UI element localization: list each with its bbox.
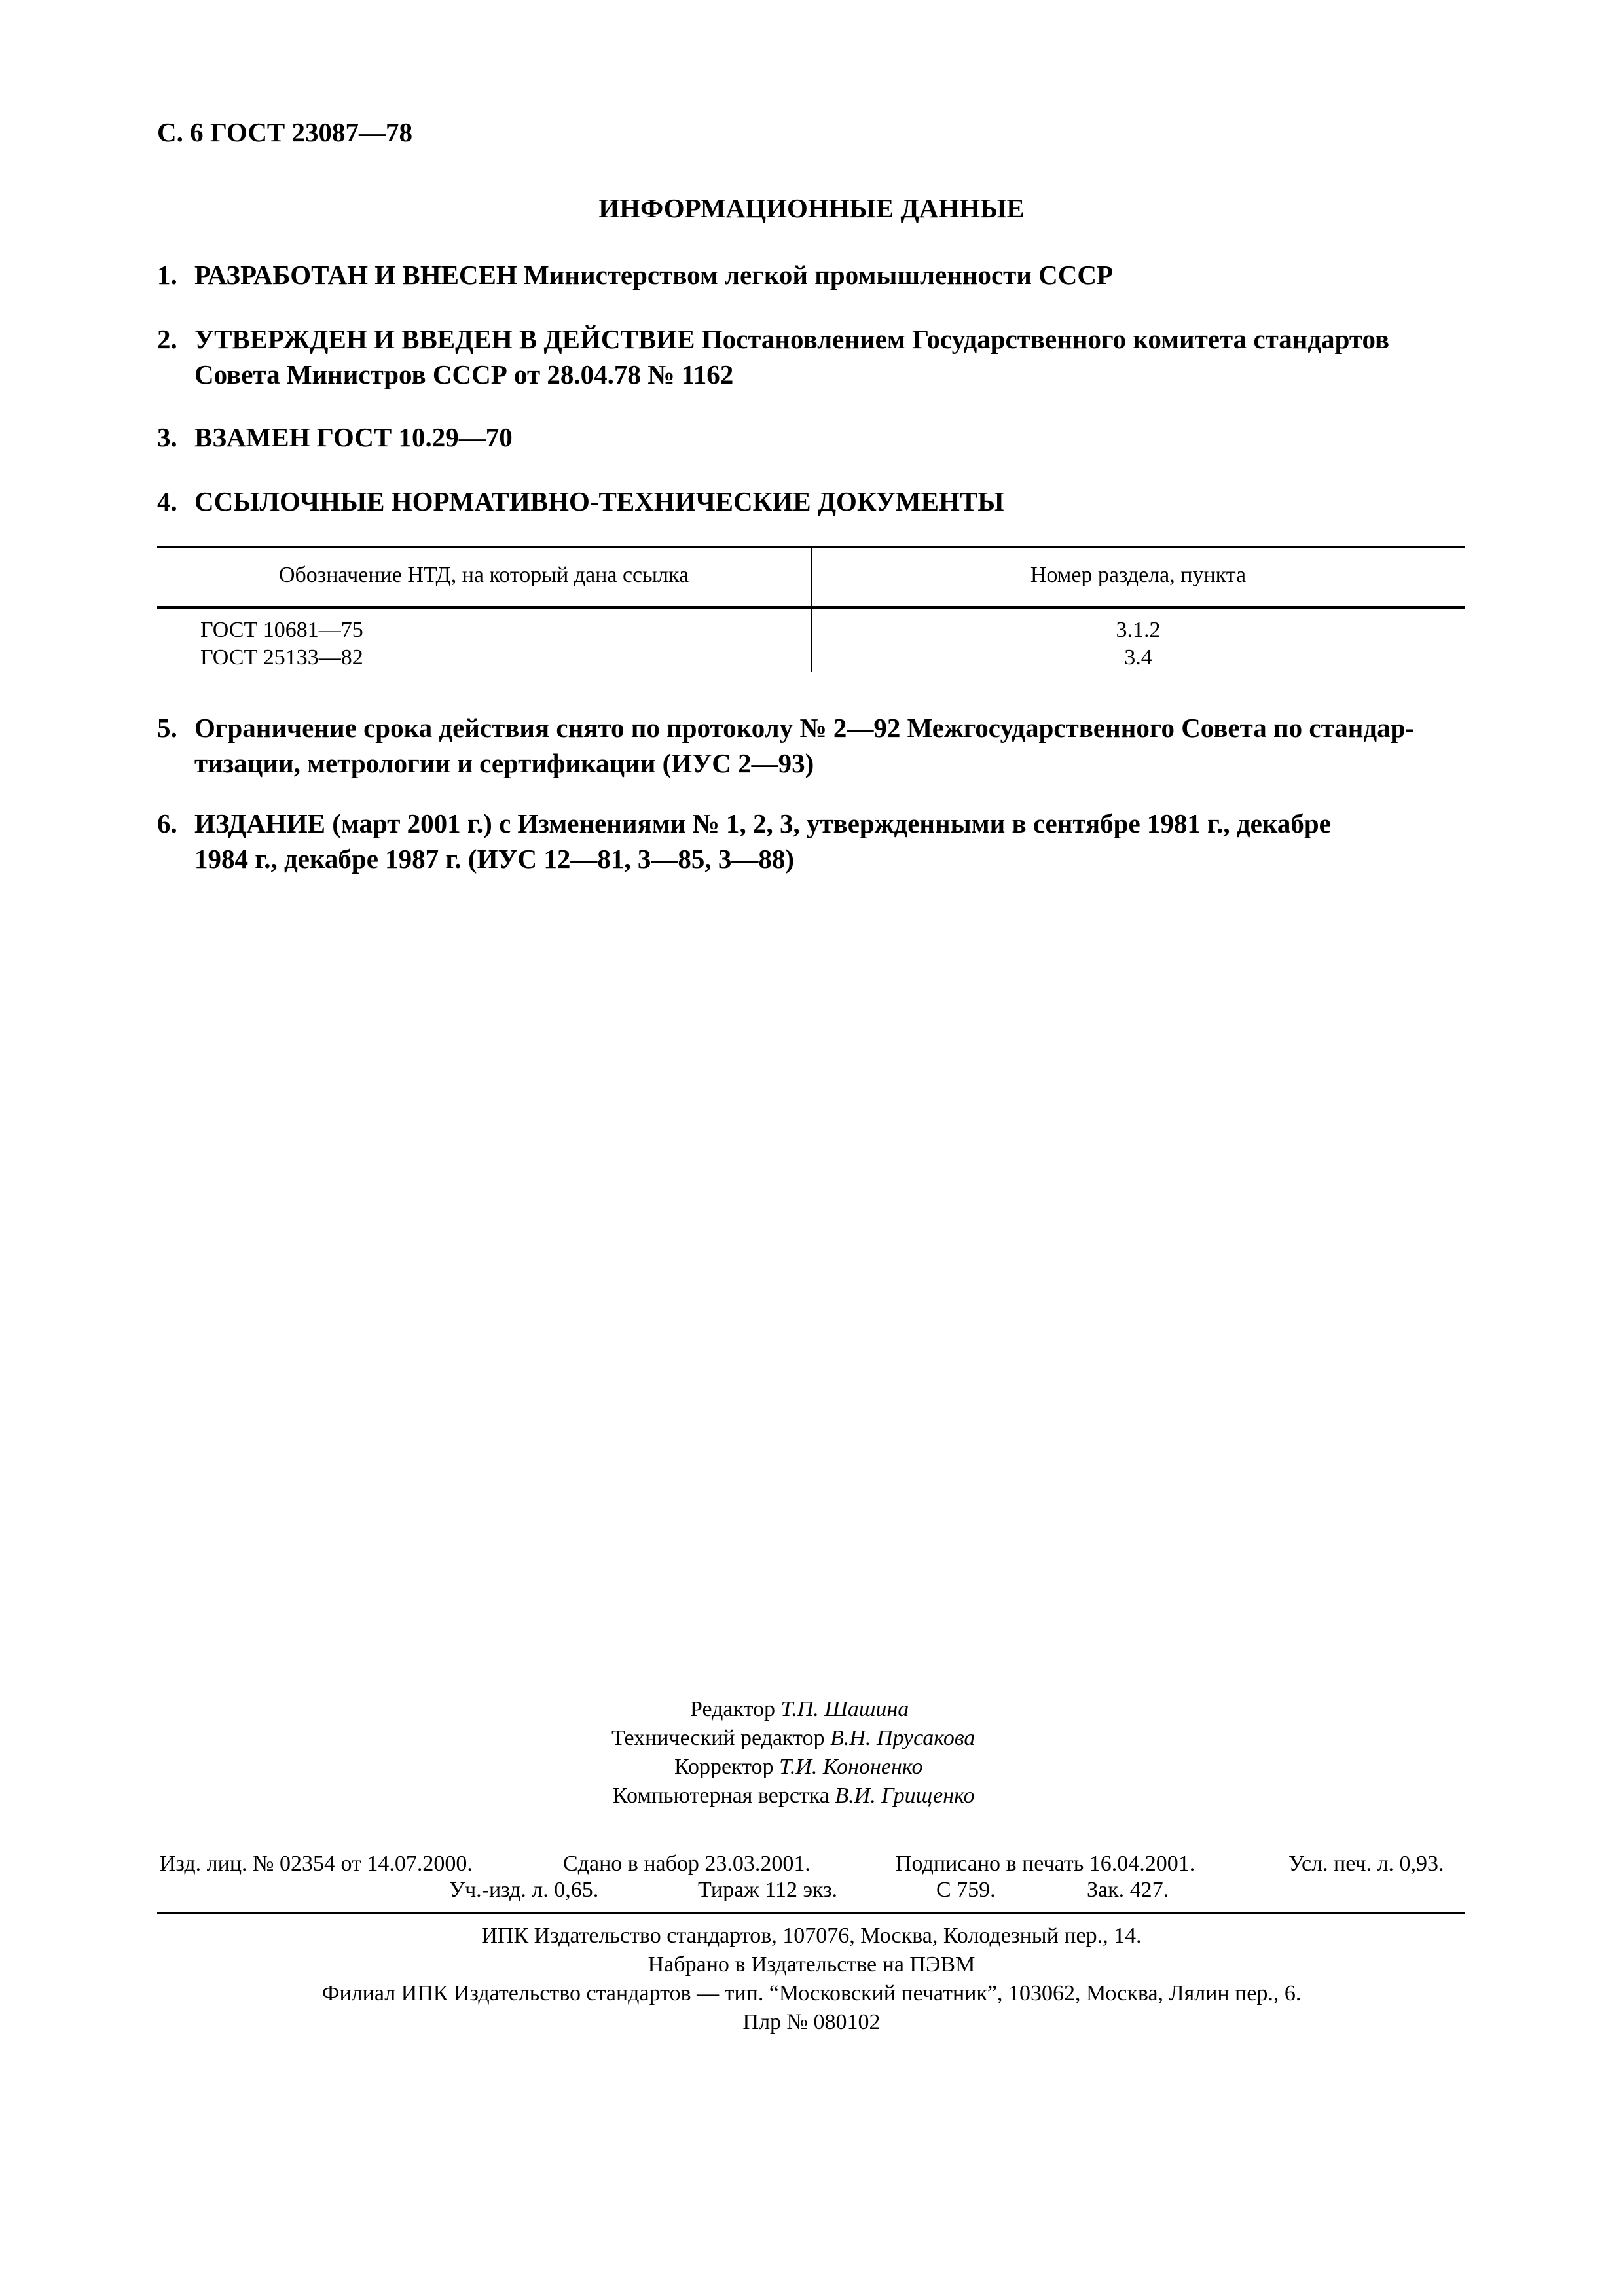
- credit-typesetter: Компьютерная верстка В.И. Грищенко: [613, 1784, 975, 1808]
- publisher-line: Плр № 080102: [742, 2010, 881, 2034]
- section-text-line2: 1984 г., декабре 1987 г. (ИУС 12—81, 3—85, 3—88): [194, 844, 795, 874]
- credit-proofreader: Корректор Т.И. Кононенко: [674, 1755, 923, 1779]
- credit-editor: Редактор Т.П. Шашина: [690, 1697, 909, 1721]
- print-sheets: Усл. печ. л. 0,93.: [1288, 1852, 1444, 1876]
- section-number: 3.: [157, 422, 177, 452]
- publisher-line: Филиал ИПК Издательство стандартов — тип. “Московский печатник”, 103062, Москва, Лялин пер., 6.: [321, 1981, 1302, 2005]
- page-header: С. 6 ГОСТ 23087—78: [157, 117, 413, 147]
- section-number: 1.: [157, 260, 177, 290]
- table-cell-ntd: ГОСТ 10681—75: [200, 618, 363, 642]
- print-c-code: С 759.: [936, 1878, 996, 1902]
- section-text: Ограничение срока действия снято по протоколу № 2—92 Межгосударственного Совета по стандар-: [194, 713, 1415, 743]
- print-license: Изд. лиц. № 02354 от 14.07.2000.: [160, 1852, 473, 1876]
- print-edit-sheets: Уч.-изд. л. 0,65.: [449, 1878, 599, 1902]
- table-cell-section: 3.1.2: [1116, 618, 1161, 642]
- table-cell-ntd: ГОСТ 25133—82: [200, 645, 363, 670]
- table-header-section: Номер раздела, пункта: [1030, 563, 1247, 587]
- credit-tech-editor: Технический редактор В.Н. Прусакова: [611, 1726, 976, 1750]
- publisher-line: ИПК Издательство стандартов, 107076, Москва, Колодезный пер., 14.: [481, 1924, 1142, 1948]
- section-number: 6.: [157, 808, 177, 838]
- section-number: 2.: [157, 324, 177, 354]
- section-number: 5.: [157, 713, 177, 743]
- table-cell-section: 3.4: [1124, 645, 1152, 670]
- table-header-ntd: Обозначение НТД, на который дана ссылка: [278, 563, 689, 587]
- section-heading: УТВЕРЖДЕН И ВВЕДЕН В ДЕЙСТВИЕ: [194, 324, 695, 354]
- section-heading: ССЫЛОЧНЫЕ НОРМАТИВНО-ТЕХНИЧЕСКИЕ ДОКУМЕНТЫ: [194, 486, 1004, 516]
- section-heading: ВЗАМЕН ГОСТ 10.29—70: [194, 422, 513, 452]
- print-signed: Подписано в печать 16.04.2001.: [896, 1852, 1195, 1876]
- section-text: Постановлением Государственного комитета стандартов: [695, 324, 1390, 354]
- document-title: ИНФОРМАЦИОННЫЕ ДАННЫЕ: [598, 193, 1025, 223]
- section-text-line2: тизации, метрологии и сертификации (ИУС 2—93): [194, 748, 814, 778]
- publisher-line: Набрано в Издательстве на ПЭВМ: [647, 1952, 976, 1977]
- section-number: 4.: [157, 486, 177, 516]
- print-order: Зак. 427.: [1087, 1878, 1169, 1902]
- print-run: Тираж 112 экз.: [698, 1878, 838, 1902]
- print-submitted: Сдано в набор 23.03.2001.: [563, 1852, 811, 1876]
- section-text-line2: Совета Министров СССР от 28.04.78 № 1162: [194, 359, 734, 389]
- section-text: (март 2001 г.) с Изменениями № 1, 2, 3, утвержденными в сентябре 1981 г., декабре: [325, 808, 1331, 838]
- section-heading: РАЗРАБОТАН И ВНЕСЕН: [194, 260, 517, 290]
- section-heading: ИЗДАНИЕ: [194, 808, 325, 838]
- section-text: Министерством легкой промышленности СССР: [517, 260, 1114, 290]
- imprint-rule: [157, 1912, 1465, 1914]
